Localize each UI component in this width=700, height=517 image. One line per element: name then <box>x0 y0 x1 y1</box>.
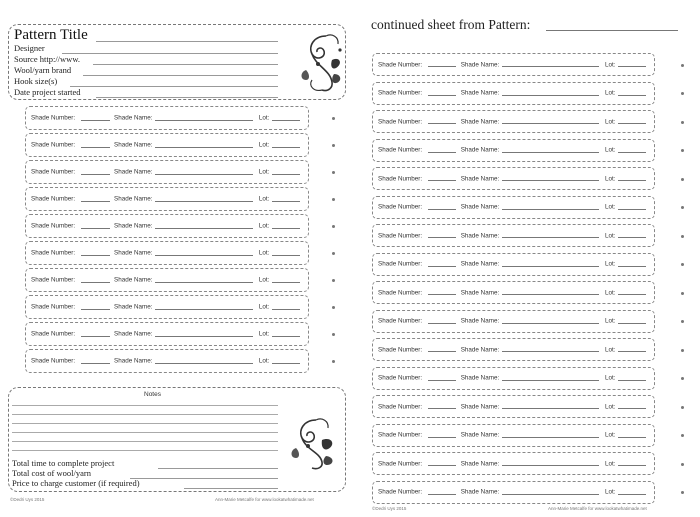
dot-icon <box>681 406 684 409</box>
lot-label: Lot: <box>605 146 616 154</box>
shade-row <box>25 349 309 373</box>
lot-label: Lot: <box>258 195 270 203</box>
shade-name-line[interactable] <box>502 209 600 210</box>
shade-number-line[interactable] <box>428 494 456 495</box>
notes-line[interactable] <box>12 432 278 433</box>
shade-number-label: Shade Number: <box>378 260 423 268</box>
dot-icon <box>681 64 684 67</box>
shade-row <box>372 338 655 361</box>
dot-icon <box>332 279 335 282</box>
shade-row <box>25 106 309 130</box>
lot-line[interactable] <box>272 336 300 337</box>
shade-number-label: Shade Number: <box>378 146 423 154</box>
lot-line[interactable] <box>618 465 646 466</box>
dot-icon <box>332 198 335 201</box>
shade-name-label: Shade Name: <box>460 146 500 154</box>
dot-icon <box>332 306 335 309</box>
shade-row <box>372 139 655 162</box>
dot-icon <box>332 360 335 363</box>
shade-row <box>372 452 655 475</box>
shade-number-line[interactable] <box>81 120 109 121</box>
shade-name-line[interactable] <box>502 380 600 381</box>
shade-name-label: Shade Name: <box>114 195 153 203</box>
shade-number-label: Shade Number: <box>31 249 76 257</box>
lot-line[interactable] <box>272 201 300 202</box>
shade-row <box>25 268 309 292</box>
date-started-label: Date project started <box>14 87 81 97</box>
dot-icon <box>681 377 684 380</box>
shade-name-label: Shade Name: <box>114 303 153 311</box>
continued-sheet-title: continued sheet from Pattern: <box>371 17 531 32</box>
lot-line[interactable] <box>618 323 646 324</box>
dot-icon <box>681 463 684 466</box>
shade-name-label: Shade Name: <box>460 289 500 296</box>
shade-row <box>372 167 655 190</box>
shade-row <box>372 395 655 418</box>
shade-number-label: Shade Number: <box>378 317 423 325</box>
dot-icon <box>332 333 335 336</box>
shade-row <box>372 367 655 390</box>
shade-name-line[interactable] <box>502 408 600 409</box>
notes-line[interactable] <box>12 414 278 415</box>
dot-icon <box>681 121 684 124</box>
continued-pattern-line[interactable] <box>546 30 678 31</box>
shade-number-label: Shade Number: <box>378 175 423 182</box>
shade-number-label: Shade Number: <box>378 403 423 410</box>
dot-icon <box>681 434 684 437</box>
shade-name-label: Shade Name: <box>460 403 500 410</box>
lot-line[interactable] <box>272 228 300 229</box>
dot-icon <box>332 144 335 147</box>
shade-name-label: Shade Name: <box>460 317 500 325</box>
shade-name-line[interactable] <box>155 147 253 148</box>
shade-number-label: Shade Number: <box>31 303 76 311</box>
shade-row <box>372 424 655 447</box>
price-line[interactable] <box>184 488 278 489</box>
shade-name-line[interactable] <box>155 336 253 337</box>
shade-number-label: Shade Number: <box>378 460 423 467</box>
notes-label: Notes <box>144 391 161 398</box>
lot-line[interactable] <box>272 309 300 310</box>
shade-number-label: Shade Number: <box>378 118 423 125</box>
dot-icon <box>681 292 684 295</box>
shade-number-line[interactable] <box>428 294 456 295</box>
shade-name-label: Shade Name: <box>114 249 153 257</box>
lot-line[interactable] <box>618 351 646 352</box>
lot-line[interactable] <box>618 209 646 210</box>
dot-icon <box>681 320 684 323</box>
shade-name-line[interactable] <box>155 309 253 310</box>
shade-number-label: Shade Number: <box>378 61 423 68</box>
shade-number-line[interactable] <box>428 465 456 466</box>
shade-row <box>372 281 655 304</box>
lot-label: Lot: <box>605 346 616 353</box>
shade-name-label: Shade Name: <box>460 431 500 439</box>
shade-number-label: Shade Number: <box>31 276 76 284</box>
shade-number-label: Shade Number: <box>378 374 423 382</box>
shade-number-line[interactable] <box>81 255 109 256</box>
left-credit: Ann-Marie Metcalfe for www.lookatwhatimade.net <box>215 497 314 502</box>
right-credit: Ann-Marie Metcalfe for www.lookatwhatimade.net <box>548 506 647 511</box>
shade-name-line[interactable] <box>502 351 600 352</box>
shade-name-label: Shade Name: <box>114 357 153 365</box>
shade-number-line[interactable] <box>428 408 456 409</box>
shade-name-line[interactable] <box>502 95 600 96</box>
shade-row <box>25 241 309 265</box>
shade-number-label: Shade Number: <box>378 289 423 296</box>
shade-name-label: Shade Name: <box>460 89 500 97</box>
lot-line[interactable] <box>618 380 646 381</box>
lot-line[interactable] <box>618 152 646 153</box>
lot-label: Lot: <box>605 118 616 125</box>
notes-line[interactable] <box>12 441 278 442</box>
lot-label: Lot: <box>258 357 270 365</box>
shade-name-label: Shade Name: <box>114 114 153 122</box>
lot-line[interactable] <box>618 95 646 96</box>
shade-number-label: Shade Number: <box>31 141 76 149</box>
shade-row <box>25 133 309 157</box>
lot-line[interactable] <box>618 66 646 67</box>
shade-name-line[interactable] <box>502 494 600 495</box>
dot-icon <box>681 178 684 181</box>
shade-name-label: Shade Name: <box>460 460 500 467</box>
shade-row <box>372 53 655 76</box>
shade-number-line[interactable] <box>428 95 456 96</box>
shade-row <box>372 481 655 504</box>
designer-label: Designer <box>14 43 45 53</box>
shade-number-line[interactable] <box>428 66 456 67</box>
shade-row <box>25 187 309 211</box>
dot-icon <box>332 117 335 120</box>
shade-number-label: Shade Number: <box>378 346 423 353</box>
price-label: Price to charge customer (if required) <box>12 478 140 488</box>
shade-number-label: Shade Number: <box>31 357 76 365</box>
shade-number-label: Shade Number: <box>378 203 423 211</box>
shade-number-label: Shade Number: <box>378 232 423 239</box>
shade-name-line[interactable] <box>155 120 253 121</box>
lot-label: Lot: <box>258 168 270 176</box>
shade-row <box>25 295 309 319</box>
shade-number-label: Shade Number: <box>31 222 76 230</box>
lot-label: Lot: <box>605 374 616 382</box>
hook-size-line[interactable] <box>70 86 278 87</box>
shade-name-label: Shade Name: <box>460 346 500 353</box>
shade-row <box>25 160 309 184</box>
lot-line[interactable] <box>618 494 646 495</box>
shade-name-line[interactable] <box>502 465 600 466</box>
pattern-title-line <box>96 41 278 42</box>
lot-label: Lot: <box>258 222 270 230</box>
right-copyright: ©Dedri Uys 2015 <box>372 506 407 511</box>
shade-name-line[interactable] <box>502 123 600 124</box>
dot-icon <box>681 149 684 152</box>
shade-name-line[interactable] <box>502 323 600 324</box>
dot-icon <box>332 171 335 174</box>
dot-icon <box>681 491 684 494</box>
lot-line[interactable] <box>618 180 646 181</box>
lot-label: Lot: <box>605 61 616 68</box>
shade-name-line[interactable] <box>155 363 253 364</box>
shade-number-label: Shade Number: <box>378 89 423 97</box>
shade-number-label: Shade Number: <box>31 330 76 338</box>
lot-line[interactable] <box>272 282 300 283</box>
lot-line[interactable] <box>272 255 300 256</box>
lot-label: Lot: <box>605 289 616 296</box>
shade-name-label: Shade Name: <box>460 61 500 68</box>
shade-number-label: Shade Number: <box>378 488 423 496</box>
source-label: Source http://www. <box>14 54 81 64</box>
shade-name-label: Shade Name: <box>460 260 500 268</box>
shade-number-line[interactable] <box>428 237 456 238</box>
lot-label: Lot: <box>258 249 270 257</box>
shade-name-label: Shade Name: <box>460 232 500 239</box>
shade-row <box>372 196 655 219</box>
shade-number-line[interactable] <box>428 180 456 181</box>
shade-number-line[interactable] <box>428 380 456 381</box>
lot-label: Lot: <box>605 431 616 439</box>
lot-label: Lot: <box>258 303 270 311</box>
shade-row <box>25 214 309 238</box>
shade-number-label: Shade Number: <box>31 168 76 176</box>
shade-row <box>372 82 655 105</box>
lot-label: Lot: <box>258 276 270 284</box>
lot-line[interactable] <box>272 174 300 175</box>
shade-name-line[interactable] <box>155 255 253 256</box>
wool-brand-line[interactable] <box>83 75 278 76</box>
total-time-line[interactable] <box>158 468 278 469</box>
date-started-line[interactable] <box>96 97 278 98</box>
left-copyright: ©Dedri Uys 2015 <box>10 497 45 502</box>
shade-name-line[interactable] <box>502 66 600 67</box>
lot-label: Lot: <box>605 232 616 239</box>
shade-number-line[interactable] <box>81 282 109 283</box>
notes-line[interactable] <box>12 405 278 406</box>
total-cost-label: Total cost of wool/yarn <box>12 468 91 478</box>
shade-row <box>372 253 655 276</box>
shade-number-line[interactable] <box>428 323 456 324</box>
lot-line[interactable] <box>618 266 646 267</box>
pattern-title: Pattern Title <box>14 27 88 43</box>
shade-name-line[interactable] <box>502 237 600 238</box>
lot-line[interactable] <box>618 123 646 124</box>
dot-icon <box>681 349 684 352</box>
lot-label: Lot: <box>605 89 616 97</box>
lot-label: Lot: <box>605 175 616 182</box>
lot-label: Lot: <box>605 260 616 268</box>
shade-number-line[interactable] <box>81 309 109 310</box>
wool-brand-label: Wool/yarn brand <box>14 65 72 75</box>
shade-name-line[interactable] <box>502 437 600 438</box>
shade-number-line[interactable] <box>81 174 109 175</box>
lot-label: Lot: <box>258 141 270 149</box>
shade-name-line[interactable] <box>155 201 253 202</box>
shade-name-label: Shade Name: <box>460 118 500 125</box>
shade-name-line[interactable] <box>155 282 253 283</box>
lot-label: Lot: <box>258 114 270 122</box>
lot-label: Lot: <box>605 403 616 410</box>
shade-number-line[interactable] <box>428 123 456 124</box>
shade-row <box>372 310 655 333</box>
lot-label: Lot: <box>605 488 616 496</box>
dot-icon <box>332 225 335 228</box>
shade-row <box>25 322 309 346</box>
shade-name-label: Shade Name: <box>114 276 153 284</box>
shade-name-line[interactable] <box>502 266 600 267</box>
shade-name-label: Shade Name: <box>114 168 153 176</box>
total-time-label: Total time to complete project <box>12 458 115 468</box>
lot-line[interactable] <box>618 294 646 295</box>
shade-row <box>372 110 655 133</box>
shade-number-line[interactable] <box>81 363 109 364</box>
shade-number-line[interactable] <box>81 228 109 229</box>
shade-name-label: Shade Name: <box>114 330 153 338</box>
shade-name-label: Shade Name: <box>114 141 153 149</box>
dot-icon <box>681 235 684 238</box>
lot-line[interactable] <box>618 408 646 409</box>
shade-number-line[interactable] <box>428 437 456 438</box>
notes-line[interactable] <box>12 423 278 424</box>
shade-number-line[interactable] <box>81 147 109 148</box>
lot-line[interactable] <box>272 147 300 148</box>
shade-name-line[interactable] <box>155 228 253 229</box>
shade-number-line[interactable] <box>428 351 456 352</box>
lot-label: Lot: <box>605 460 616 467</box>
shade-number-line[interactable] <box>81 201 109 202</box>
shade-number-line[interactable] <box>428 209 456 210</box>
shade-number-label: Shade Number: <box>378 431 423 439</box>
hook-size-label: Hook size(s) <box>14 76 58 86</box>
lot-line[interactable] <box>272 120 300 121</box>
lot-label: Lot: <box>605 317 616 325</box>
lot-line[interactable] <box>618 437 646 438</box>
dot-icon <box>681 263 684 266</box>
shade-name-label: Shade Name: <box>460 175 500 182</box>
shade-name-label: Shade Name: <box>460 488 500 496</box>
source-line[interactable] <box>93 64 278 65</box>
shade-row <box>372 224 655 247</box>
shade-name-line[interactable] <box>502 180 600 181</box>
lot-label: Lot: <box>258 330 270 338</box>
dot-icon <box>332 252 335 255</box>
shade-number-label: Shade Number: <box>31 114 76 122</box>
total-cost-line[interactable] <box>130 478 278 479</box>
lot-line[interactable] <box>272 363 300 364</box>
shade-number-line[interactable] <box>81 336 109 337</box>
dot-icon <box>681 92 684 95</box>
dot-icon <box>681 206 684 209</box>
shade-name-line[interactable] <box>502 294 600 295</box>
shade-name-label: Shade Name: <box>114 222 153 230</box>
lot-label: Lot: <box>605 203 616 211</box>
shade-name-line[interactable] <box>155 174 253 175</box>
shade-name-label: Shade Name: <box>460 203 500 211</box>
notes-line[interactable] <box>12 450 278 451</box>
shade-number-line[interactable] <box>428 152 456 153</box>
shade-number-label: Shade Number: <box>31 195 76 203</box>
designer-line[interactable] <box>62 53 278 54</box>
shade-name-line[interactable] <box>502 152 600 153</box>
shade-name-label: Shade Name: <box>460 374 500 382</box>
lot-line[interactable] <box>618 237 646 238</box>
shade-number-line[interactable] <box>428 266 456 267</box>
swirl-flourish-icon <box>296 30 344 96</box>
swirl-flourish-icon <box>288 412 340 472</box>
